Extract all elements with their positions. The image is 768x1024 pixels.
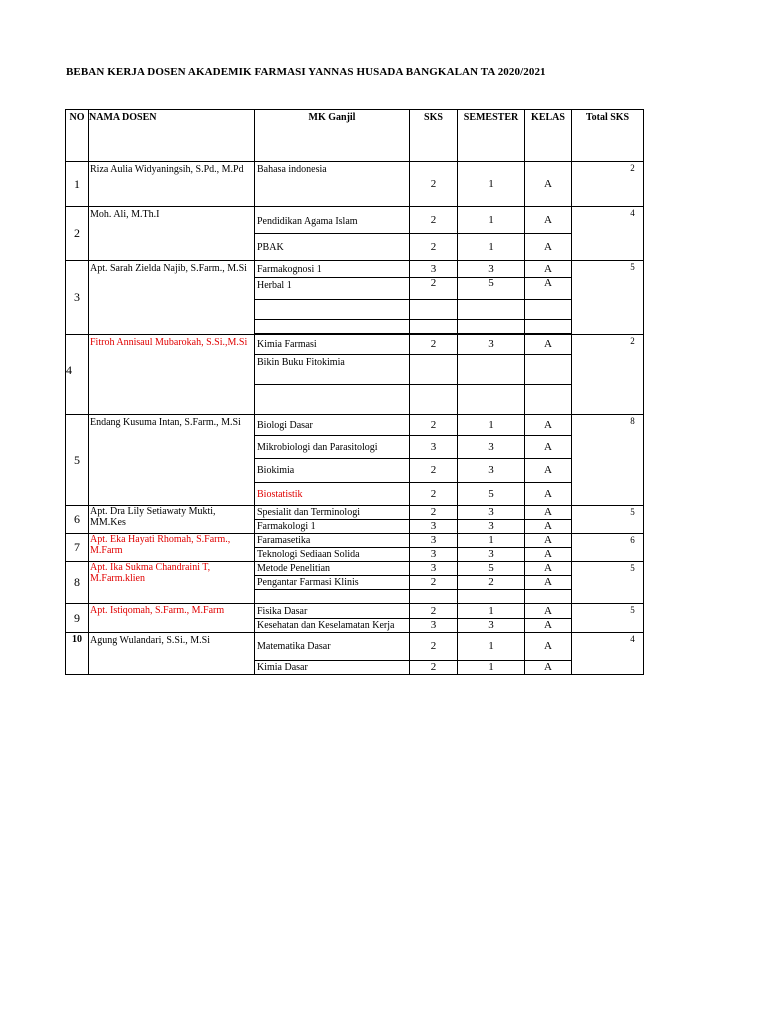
header-nama: NAMA DOSEN — [89, 110, 255, 162]
course-semester: 1 — [458, 604, 525, 619]
course-kelas: A — [525, 604, 572, 619]
course-name: Farmakologi 1 — [255, 520, 410, 534]
table-row — [66, 633, 644, 661]
table-row — [66, 506, 644, 520]
course-sks: 2 — [410, 633, 458, 661]
course-name: Spesialit dan Terminologi — [255, 506, 410, 520]
table-row — [66, 335, 644, 355]
course-sks: 2 — [410, 335, 458, 355]
total-sks: 5 — [572, 604, 644, 633]
table-row — [66, 207, 644, 234]
course-kelas: A — [525, 661, 572, 675]
course-kelas: A — [525, 234, 572, 261]
course-sks: 2 — [410, 661, 458, 675]
course-semester: 1 — [458, 534, 525, 548]
course-name: Pendidikan Agama Islam — [255, 207, 410, 234]
course-sks: 2 — [410, 576, 458, 590]
lecturer-name: Apt. Ika Sukma Chandraini T, M.Farm.klien — [89, 562, 255, 604]
course-kelas: A — [525, 436, 572, 459]
course-kelas: A — [525, 459, 572, 483]
course-name: Mikrobiologi dan Parasitologi — [255, 436, 410, 459]
course-sks: 3 — [410, 520, 458, 534]
course-sks: 2 — [410, 459, 458, 483]
course-semester: 3 — [458, 459, 525, 483]
row-number: 6 — [66, 506, 89, 534]
course-kelas: A — [525, 162, 572, 207]
lecturer-name: Endang Kusuma Intan, S.Farm., M.Si — [89, 415, 255, 506]
course-sks: 2 — [410, 234, 458, 261]
total-sks: 6 — [572, 534, 644, 562]
row-number: 5 — [66, 415, 89, 506]
course-sks: 3 — [410, 548, 458, 562]
course-name: Biologi Dasar — [255, 415, 410, 436]
course-kelas: A — [525, 548, 572, 562]
row-number: 2 — [66, 207, 89, 261]
course-name: Fisika Dasar — [255, 604, 410, 619]
lecturer-name: Apt. Dra Lily Setiawaty Mukti, MM.Kes — [89, 506, 255, 534]
course-name: Faramasetika — [255, 534, 410, 548]
course-name: Bikin Buku Fitokimia — [255, 355, 410, 385]
course-sks: 3 — [410, 436, 458, 459]
header-no: NO — [66, 110, 89, 162]
lecturer-name: Apt. Istiqomah, S.Farm., M.Farm — [89, 604, 255, 633]
course-kelas: A — [525, 506, 572, 520]
course-kelas: A — [525, 576, 572, 590]
course-name: Metode Penelitian — [255, 562, 410, 576]
course-sks: 2 — [410, 415, 458, 436]
header-total: Total SKS — [572, 110, 644, 162]
row-number: 3 — [66, 261, 89, 335]
header-sks: SKS — [410, 110, 458, 162]
row-number: 4 — [66, 335, 89, 415]
course-kelas: A — [525, 534, 572, 548]
course-name: Matematika Dasar — [255, 633, 410, 661]
table-row — [66, 534, 644, 548]
course-kelas: A — [525, 562, 572, 576]
course-sks: 2 — [410, 483, 458, 506]
course-semester: 5 — [458, 483, 525, 506]
total-sks: 5 — [572, 562, 644, 604]
course-semester: 3 — [458, 261, 525, 278]
row-number: 9 — [66, 604, 89, 633]
total-sks: 4 — [572, 207, 644, 261]
course-semester: 3 — [458, 619, 525, 633]
lecturer-name: Apt. Eka Hayati Rhomah, S.Farm., M.Farm — [89, 534, 255, 562]
course-name: Kesehatan dan Keselamatan Kerja — [255, 619, 410, 633]
course-kelas: A — [525, 520, 572, 534]
course-name: Kimia Dasar — [255, 661, 410, 675]
lecturer-name: Agung Wulandari, S.Si., M.Si — [89, 633, 255, 675]
course-name: Biostatistik — [255, 483, 410, 506]
row-number: 8 — [66, 562, 89, 604]
lecturer-name: Apt. Sarah Zielda Najib, S.Farm., M.Si — [89, 261, 255, 335]
course-kelas: A — [525, 633, 572, 661]
course-sks: 2 — [410, 506, 458, 520]
workload-table — [65, 109, 644, 675]
course-semester: 3 — [458, 506, 525, 520]
header-semester: SEMESTER — [458, 110, 525, 162]
course-sks: 3 — [410, 261, 458, 278]
course-kelas: A — [525, 619, 572, 633]
course-semester: 3 — [458, 436, 525, 459]
lecturer-name: Fitroh Annisaul Mubarokah, S.Si.,M.Si — [89, 335, 255, 415]
course-semester: 3 — [458, 520, 525, 534]
course-kelas — [525, 355, 572, 385]
course-semester: 3 — [458, 335, 525, 355]
table-row — [66, 261, 644, 278]
header-mk: MK Ganjil — [255, 110, 410, 162]
course-kelas: A — [525, 278, 572, 300]
total-sks: 8 — [572, 415, 644, 506]
lecturer-name: Riza Aulia Widyaningsih, S.Pd., M.Pd — [89, 162, 255, 207]
course-kelas: A — [525, 335, 572, 355]
course-semester: 5 — [458, 278, 525, 300]
course-name: Teknologi Sediaan Solida — [255, 548, 410, 562]
course-kelas: A — [525, 415, 572, 436]
course-sks: 3 — [410, 619, 458, 633]
course-semester: 1 — [458, 661, 525, 675]
course-semester: 3 — [458, 548, 525, 562]
total-sks: 2 — [572, 335, 644, 415]
course-name: Bahasa indonesia — [255, 162, 410, 207]
course-sks — [410, 355, 458, 385]
course-semester: 1 — [458, 415, 525, 436]
course-sks: 2 — [410, 162, 458, 207]
course-name: Kimia Farmasi — [255, 335, 410, 355]
course-semester — [458, 355, 525, 385]
course-sks: 2 — [410, 207, 458, 234]
total-sks: 5 — [572, 506, 644, 534]
course-kelas: A — [525, 261, 572, 278]
course-kelas: A — [525, 483, 572, 506]
course-sks: 2 — [410, 604, 458, 619]
course-sks: 3 — [410, 562, 458, 576]
header-row — [66, 110, 644, 162]
table-row — [66, 604, 644, 619]
row-number: 1 — [66, 162, 89, 207]
course-semester: 1 — [458, 162, 525, 207]
course-semester: 1 — [458, 633, 525, 661]
course-semester: 1 — [458, 234, 525, 261]
course-name: Farmakognosi 1 — [255, 261, 410, 278]
total-sks: 5 — [572, 261, 644, 335]
course-name: Herbal 1 — [255, 278, 410, 300]
course-name: PBAK — [255, 234, 410, 261]
course-sks: 3 — [410, 534, 458, 548]
course-semester: 1 — [458, 207, 525, 234]
course-kelas: A — [525, 207, 572, 234]
lecturer-name: Moh. Ali, M.Th.I — [89, 207, 255, 261]
course-name: Biokimia — [255, 459, 410, 483]
total-sks: 2 — [572, 162, 644, 207]
course-semester: 2 — [458, 576, 525, 590]
table-row — [66, 162, 644, 207]
header-kelas: KELAS — [525, 110, 572, 162]
course-sks: 2 — [410, 278, 458, 300]
course-semester: 5 — [458, 562, 525, 576]
row-number: 10 — [66, 633, 89, 675]
course-name: Pengantar Farmasi Klinis — [255, 576, 410, 590]
total-sks: 4 — [572, 633, 644, 675]
row-number: 7 — [66, 534, 89, 562]
table-row — [66, 415, 644, 436]
table-row — [66, 562, 644, 576]
document-title: BEBAN KERJA DOSEN AKADEMIK FARMASI YANNAS HUSADA BANGKALAN TA 2020/2021 — [66, 66, 546, 78]
